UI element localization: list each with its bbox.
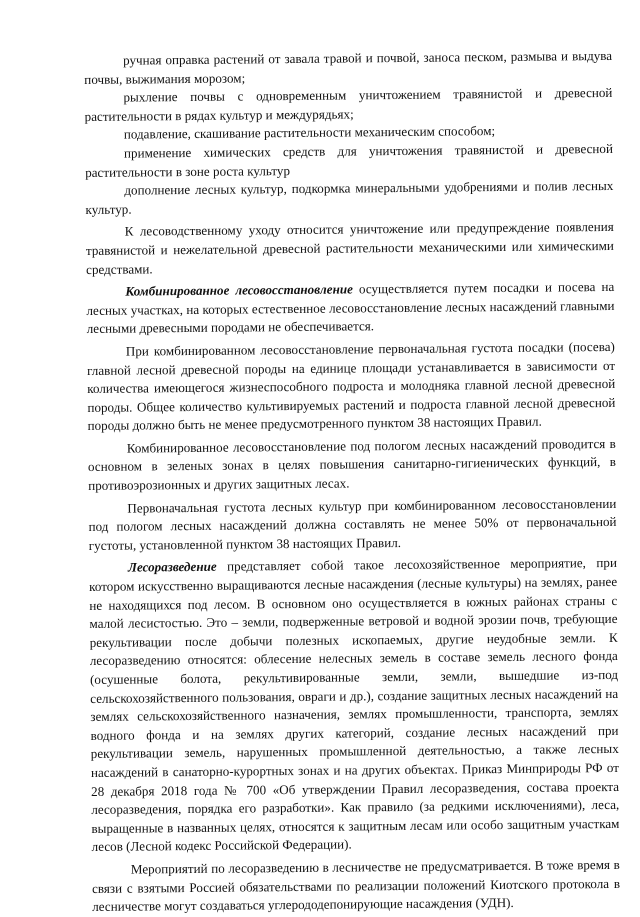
paragraph-combined-restoration [86, 278, 615, 339]
paragraph-under-canopy: Комбинированное лесовосстановление под пологом лесных насаждений проводится в основном в зеленых зонах в целях повышения санитарно-гигиенических функций, в противоэрозионных и других защитных лесах. [87, 435, 617, 494]
term-afforestation: Лесоразведение [127, 559, 217, 576]
paragraph-silvicultural-care: К лесоводственному уходу относится уничтожение или предупреждение появления травянистой и нежелательной древесной растительности механическими или химическими средствами. [85, 219, 614, 277]
paragraph-mowing: подавление, скашивание растительности механическим способом; [123, 123, 496, 142]
paragraph-combined-restoration-text: осуществляется путем посадки и посева на лесных участках, на которых естественное лесовосстановление лесных насаждений главными лесными древесными породами не обеспечивается. [86, 279, 615, 337]
paragraph-afforestation [89, 554, 620, 857]
document-body [84, 47, 620, 917]
term-combined-restoration: Комбинированное лесовосстановление [125, 281, 353, 299]
paragraph-chemicals: применение химических средств для уничтожения травянистой и древесной растительности в зоне роста культур [85, 140, 614, 180]
paragraph-manual-correction: ручная оправка растений от завала травой и почвой, заноса песком, размыва и выдува почвы, выжимания морозом; [84, 47, 613, 87]
paragraph-initial-density: При комбинированном лесовосстановление первоначальная густота посадки (посева) главной лесной древесной породы на единице площади устанавливается в зависимости от количества имеющегося жизнеспособного подроста и молодняка главной лесной древесной породы. Общее количество культивируемых растений и подроста главной лесной древесной породы должно быть не менее предусмотренного пунктом 38 настоящих Правил. [86, 338, 616, 434]
paragraph-loosening: рыхление почвы с одновременным уничтожением травянистой и древесной растительности в рядах культур и междурядьях; [84, 85, 613, 124]
paragraph-afforestation-text: представляет собой такое лесохозяйственное мероприятие, при котором искусственно выращиваются лесные насаждения (лесные культуры) на землях, ранее не находящихся под лесом. В основном оно осуществляется в южных районах страны с малой лесистостью. Это – земли, подверженные ветровой и водной эрозии почв, требующие рекультивации после добычи полезных ископаемых, другие неудобные земли. К лесоразведению относятся: облесение нелесных земель в составе земель лесного фонда (осушенные болота, рекультивированные земли, земли, вышедшие из-под сельскохозяйственного пользования, овраги и др.), создание защитных лесных насаждений на землях сельскохозяйственного назначения, землях промышленности, транспорта, землях водного фонда и на землях других категорий, создание лесных насаждений при рекультивации земель, нарушенных промышленной деятельностью, а также лесных насаждений в санаторно-курортных зонах и на других объектах. Приказ Минприроды РФ от 28 декабря 2018 года № 700 «Об утверждении Правил лесоразведения, состава проекта лесоразведения, порядка его разработки». Как правило (за редкими исключениями), леса, выращенные в названных целях, относятся к защитным лесам или особо защитным участкам лесов (Лесной кодекс Российской Федерации). [89, 555, 620, 855]
paragraph-no-afforestation: Мероприятий по лесоразведению в лесничестве не предусматривается. В тоже время в связи с взятыми Россией обязательствами по реализации положений Киотского протокола в лесничестве могут создаваться углерододепонирующие насаждения (УДН). [91, 856, 621, 915]
paragraph-density-percent: Первоначальная густота лесных культур при комбинированном лесовосстановлении под пологом лесных насаждений должна составлять не менее 50% от первоначальной густоты, установленной пунктом 38 настоящих Правил. [88, 495, 617, 553]
paragraph-supplement: дополнение лесных культур, подкормка минеральными удобрениями и полив лесных культур. [85, 178, 614, 217]
